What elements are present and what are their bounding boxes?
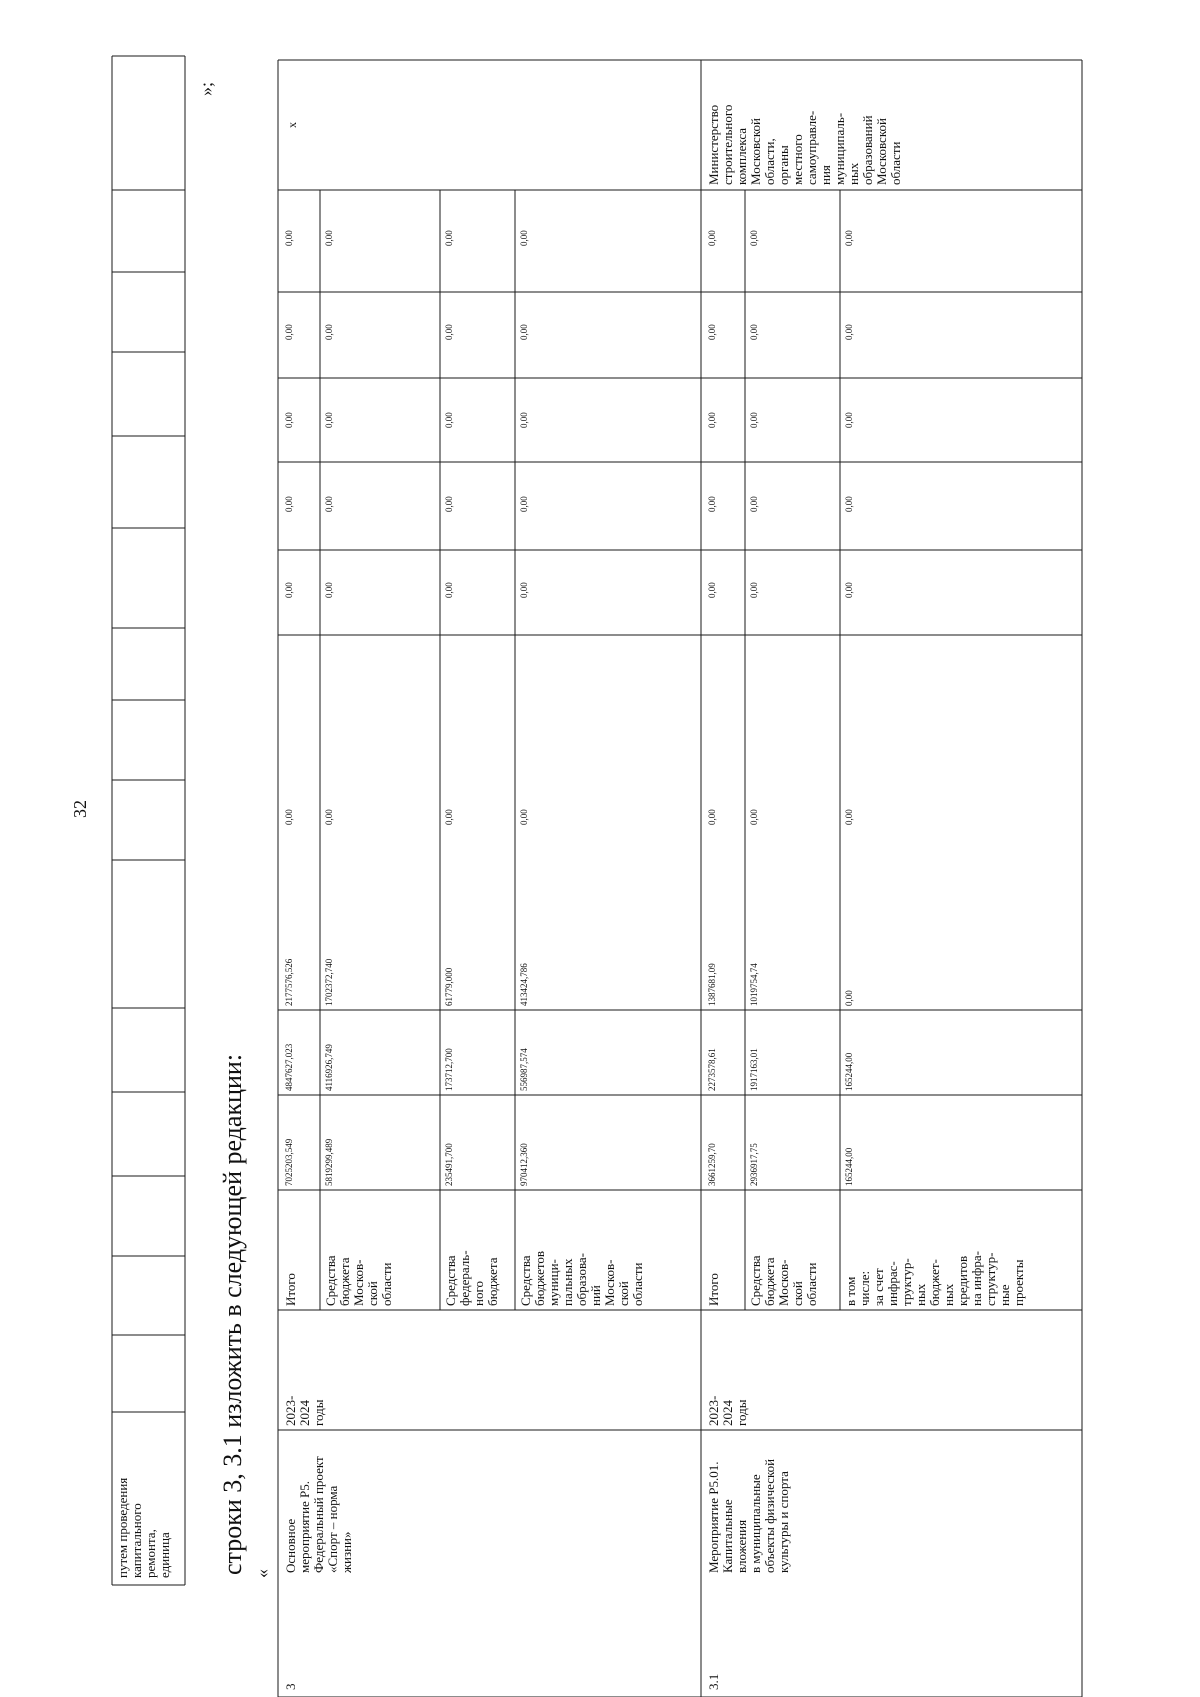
row-31-rest-1-5: 0,00 <box>749 230 759 246</box>
row-3-rest-2-5: 0,00 <box>444 230 454 246</box>
row-3-total-1: 5819299,489 <box>324 1138 334 1186</box>
row-3-y2024-0: 2177576,526 <box>284 958 294 1006</box>
row-31-y2023-2: 165244,00 <box>844 1052 854 1091</box>
row-31-source-2: в том числе: за счет инфрас- труктур- ных бюджет- ных кредитов на инфра- структур- ные проекты <box>843 1251 1026 1306</box>
row-3-rest-3-3: 0,00 <box>519 412 529 428</box>
row-3-y2024-3: 413424,786 <box>519 963 529 1006</box>
row-3-rest-3-2: 0,00 <box>519 496 529 512</box>
row-31-total-0: 3661259,70 <box>707 1143 717 1186</box>
row-3-period: 2023- 2024 годы <box>283 1395 326 1426</box>
row-31-name: Мероприятие Р5.01. Капитальные вложения в муниципальные объекты физической культуры и спорта <box>706 1458 791 1573</box>
row-31-rest-2-1: 0,00 <box>844 582 854 598</box>
row-31-rest-1-3: 0,00 <box>749 412 759 428</box>
row-31-rest-0-2: 0,00 <box>707 496 717 512</box>
row-31-total-2: 165244,00 <box>844 1147 854 1186</box>
row-31-responsible: Министерство строительного комплекса Московской области, органы местного самоуправле- ния муниципаль- ных образований Московской области <box>706 104 903 185</box>
page-number: 32 <box>70 800 90 818</box>
row-3-rest-1-0: 0,00 <box>324 809 334 825</box>
row-3-rest-0-0: 0,00 <box>284 809 294 825</box>
row-3-name: Основное мероприятие Р5. Федеральный проект «Спорт – норма жизни» <box>283 1456 354 1573</box>
row-3-y2023-1: 4116926,749 <box>324 1044 334 1091</box>
row-31-rest-0-0: 0,00 <box>707 809 717 825</box>
row-31-rest-2-0: 0,00 <box>844 809 854 825</box>
row-3-y2023-3: 556987,574 <box>519 1048 529 1091</box>
row-3-rest-0-3: 0,00 <box>284 412 294 428</box>
row-31-y2023-1: 1917163,01 <box>749 1048 759 1091</box>
row-3-rest-1-2: 0,00 <box>324 496 334 512</box>
row-31-rest-1-4: 0,00 <box>749 324 759 340</box>
row-3-responsible: х <box>285 122 299 128</box>
row-3-rest-3-4: 0,00 <box>519 324 529 340</box>
row-31-number: 3.1 <box>706 1673 721 1690</box>
row-31-rest-2-5: 0,00 <box>844 230 854 246</box>
main-table-grid <box>278 60 1082 1697</box>
row-31-rest-0-5: 0,00 <box>707 230 717 246</box>
row-3-rest-0-4: 0,00 <box>284 324 294 340</box>
row-31-rest-2-2: 0,00 <box>844 496 854 512</box>
row-31-y2024-2: 0,00 <box>844 990 854 1006</box>
row-31-rest-2-4: 0,00 <box>844 324 854 340</box>
opening-quote-mark: « <box>252 1569 272 1578</box>
row-3-rest-3-0: 0,00 <box>519 809 529 825</box>
row-31-y2023-0: 2273578,61 <box>707 1048 717 1091</box>
row-3-y2024-2: 61779,000 <box>444 967 454 1006</box>
row-3-rest-2-4: 0,00 <box>444 324 454 340</box>
row-3-source-2: Средства федераль- ного бюджета <box>443 1250 500 1306</box>
row-3-total-0: 7025203,549 <box>284 1138 294 1186</box>
row-31-rest-0-1: 0,00 <box>707 582 717 598</box>
row-31-rest-0-4: 0,00 <box>707 324 717 340</box>
top-table-first-cell: путем проведения капитального ремонта, единица <box>115 1477 172 1578</box>
row-31-rest-1-1: 0,00 <box>749 582 759 598</box>
row-3-source-3: Средства бюджетов муници- пальных образова- ний Москов- ской области <box>518 1250 645 1306</box>
top-table-grid <box>112 56 185 1585</box>
row-3-source-1: Средства бюджета Москов- ской области <box>323 1255 394 1306</box>
row-31-rest-0-3: 0,00 <box>707 412 717 428</box>
row-3-rest-0-2: 0,00 <box>284 496 294 512</box>
row-31-source-0: Итого <box>706 1273 721 1306</box>
row-3-rest-2-2: 0,00 <box>444 496 454 512</box>
row-3-y2023-0: 4847627,023 <box>284 1043 294 1091</box>
row-31-period: 2023- 2024 годы <box>706 1395 749 1426</box>
row-3-total-3: 970412,360 <box>519 1143 529 1186</box>
row-3-rest-1-1: 0,00 <box>324 582 334 598</box>
row-3-source-0: Итого <box>283 1273 298 1306</box>
row-3-rest-2-1: 0,00 <box>444 582 454 598</box>
instruction-heading: строки 3, 3.1 изложить в следующей редакции: <box>218 1053 247 1575</box>
row-3-rest-2-3: 0,00 <box>444 412 454 428</box>
row-3-rest-1-4: 0,00 <box>324 324 334 340</box>
row-3-rest-2-0: 0,00 <box>444 809 454 825</box>
row-31-y2024-0: 1387681,09 <box>707 963 717 1006</box>
row-3-rest-0-1: 0,00 <box>284 582 294 598</box>
row-3-total-2: 235491,700 <box>444 1143 454 1186</box>
row-3-rest-1-3: 0,00 <box>324 412 334 428</box>
closing-quote-mark: »; <box>196 81 216 96</box>
row-3-y2024-1: 1702372,740 <box>324 958 334 1006</box>
row-3-number: 3 <box>283 1683 298 1690</box>
row-3-y2023-2: 173712,700 <box>444 1048 454 1091</box>
row-31-rest-1-0: 0,00 <box>749 809 759 825</box>
row-3-rest-3-5: 0,00 <box>519 230 529 246</box>
row-31-total-1: 2936917,75 <box>749 1143 759 1186</box>
row-31-source-1: Средства бюджета Москов- ской области <box>748 1255 819 1306</box>
row-31-rest-1-2: 0,00 <box>749 496 759 512</box>
row-31-y2024-1: 1019754,74 <box>749 963 759 1006</box>
row-3-rest-0-5: 0,00 <box>284 230 294 246</box>
row-31-rest-2-3: 0,00 <box>844 412 854 428</box>
row-3-rest-3-1: 0,00 <box>519 582 529 598</box>
row-3-rest-1-5: 0,00 <box>324 230 334 246</box>
